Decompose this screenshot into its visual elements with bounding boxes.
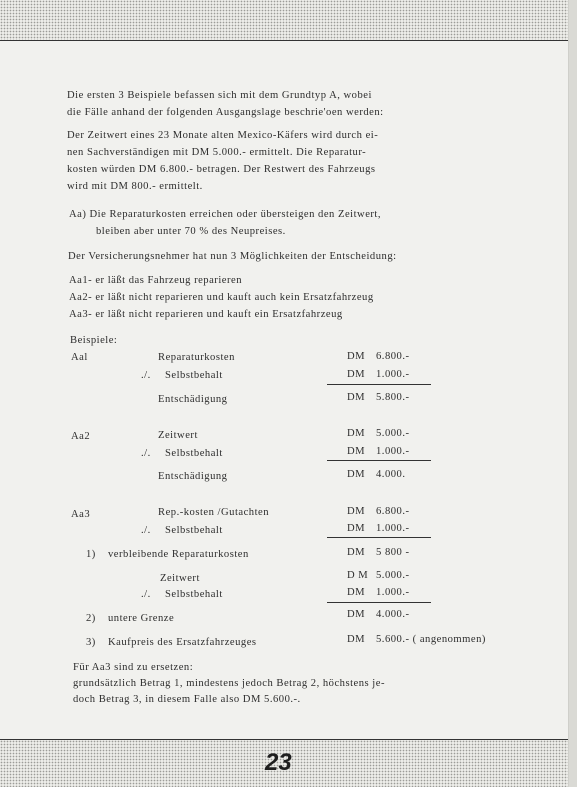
aa2-row-2-currency: DM — [347, 446, 366, 457]
aa3-row-6-text: untere Grenze — [108, 613, 175, 624]
aa1-row-1-currency: DM — [347, 351, 366, 362]
aa3-row-7-currency: DM — [347, 634, 366, 645]
aa3-row-4-text: Zeitwert — [160, 573, 200, 584]
aa3-row-5-currency: DM — [347, 587, 366, 598]
aa1-sum-rule — [327, 384, 431, 385]
aa1-row-2-prefix: ./. — [141, 370, 151, 381]
aa3-row-2-prefix: ./. — [141, 525, 151, 536]
aa3-row-1-currency: DM — [347, 506, 366, 517]
aa3-row-3-currency: DM — [347, 547, 366, 558]
situation-line-4: wird mit DM 800.- ermittelt. — [67, 181, 203, 192]
aa3-row-6-currency: DM — [347, 609, 366, 620]
aa1-row-2-currency: DM — [347, 369, 366, 380]
aa3-row-6-prefix: 2) — [86, 613, 96, 624]
option-aa3: Aa3- er läßt nicht reparieren und kauft ein Ersatzfahrzeug — [69, 309, 343, 320]
aa2-row-3-currency: DM — [347, 469, 366, 480]
aa1-row-1-amount: 6.800.- — [376, 351, 410, 362]
aa2-row-2-prefix: ./. — [141, 448, 151, 459]
page-number: 23 — [265, 749, 292, 776]
aa1-row-2-text: Selbstbehalt — [165, 370, 223, 381]
intro-line-1: Die ersten 3 Beispiele befassen sich mit dem Grundtyp A, wobei — [67, 90, 372, 101]
aa1-row-3-amount: 5.800.- — [376, 392, 410, 403]
aa1-row-3-currency: DM — [347, 392, 366, 403]
aa1-row-1-text: Reparaturkosten — [158, 352, 235, 363]
conclusion-line-2: grundsätzlich Betrag 1, mindestens jedoch Betrag 2, höchstens je- — [73, 678, 385, 689]
case-aa-line-1: Aa) Die Reparaturkosten erreichen oder übersteigen den Zeitwert, — [69, 209, 382, 220]
aa3-row-3-amount: 5 800 - — [376, 547, 410, 558]
aa3-row-5-text: Selbstbehalt — [165, 589, 223, 600]
aa3-row-2-text: Selbstbehalt — [165, 525, 223, 536]
situation-line-3: kosten würden DM 6.800.- betragen. Der Restwert des Fahrzeugs — [67, 164, 376, 175]
aa1-row-3-text: Entschädigung — [158, 394, 228, 405]
option-aa2: Aa2- er läßt nicht reparieren und kauft auch kein Ersatzfahrzeug — [69, 292, 374, 303]
aa2-row-1-amount: 5.000.- — [376, 428, 410, 439]
situation-line-2: nen Sachverständigen mit DM 5.000.- ermittelt. Die Reparatur- — [67, 147, 367, 158]
aa3-row-7-text: Kaufpreis des Ersatzfahrzeuges — [108, 637, 257, 648]
aa3-row-7-prefix: 3) — [86, 637, 96, 648]
aa2-row-1-currency: DM — [347, 428, 366, 439]
aa2-row-3-amount: 4.000. — [376, 469, 406, 480]
conclusion-line-3: doch Betrag 3, in diesem Falle also DM 5.600.-. — [73, 694, 301, 705]
top-halftone-band — [0, 0, 577, 41]
page-edge — [568, 0, 577, 787]
option-aa1: Aa1- er läßt das Fahrzeug reparieren — [69, 275, 243, 286]
situation-line-1: Der Zeitwert eines 23 Monate alten Mexico-Käfers wird durch ei- — [67, 130, 379, 141]
aa3-row-2-currency: DM — [347, 523, 366, 534]
aa3-row-3-prefix: 1) — [86, 549, 96, 560]
aa1-label: Aal — [71, 352, 88, 363]
conclusion-line-1: Für Aa3 sind zu ersetzen: — [73, 662, 194, 673]
intro-line-2: die Fälle anhand der folgenden Ausgangslage beschrie'oen werden: — [67, 107, 384, 118]
aa2-label: Aa2 — [71, 431, 91, 442]
aa3-label: Aa3 — [71, 509, 91, 520]
aa2-row-3-text: Entschädigung — [158, 471, 228, 482]
aa3-row-6-amount: 4.000.- — [376, 609, 410, 620]
aa3-row-4-amount: 5.000.- — [376, 570, 410, 581]
aa2-row-1-text: Zeitwert — [158, 430, 198, 441]
aa3-sum-rule-2 — [327, 602, 431, 603]
aa3-row-7-amount: 5.600.- ( angenommen) — [376, 634, 486, 645]
aa3-row-2-amount: 1.000.- — [376, 523, 410, 534]
aa3-row-4-currency: D M — [347, 570, 369, 581]
options-intro: Der Versicherungsnehmer hat nun 3 Möglichkeiten der Entscheidung: — [68, 251, 397, 262]
aa3-row-1-text: Rep.-kosten /Gutachten — [158, 507, 270, 518]
case-aa-line-2: bleiben aber unter 70 % des Neupreises. — [96, 226, 286, 237]
aa2-row-2-text: Selbstbehalt — [165, 448, 223, 459]
aa3-row-1-amount: 6.800.- — [376, 506, 410, 517]
examples-label: Beispiele: — [70, 335, 118, 346]
aa3-row-5-prefix: ./. — [141, 589, 151, 600]
aa3-sum-rule — [327, 537, 431, 538]
aa1-row-2-amount: 1.000.- — [376, 369, 410, 380]
aa3-row-3-text: verbleibende Reparaturkosten — [108, 549, 249, 560]
aa3-row-5-amount: 1.000.- — [376, 587, 410, 598]
aa2-sum-rule — [327, 460, 431, 461]
aa2-row-2-amount: 1.000.- — [376, 446, 410, 457]
